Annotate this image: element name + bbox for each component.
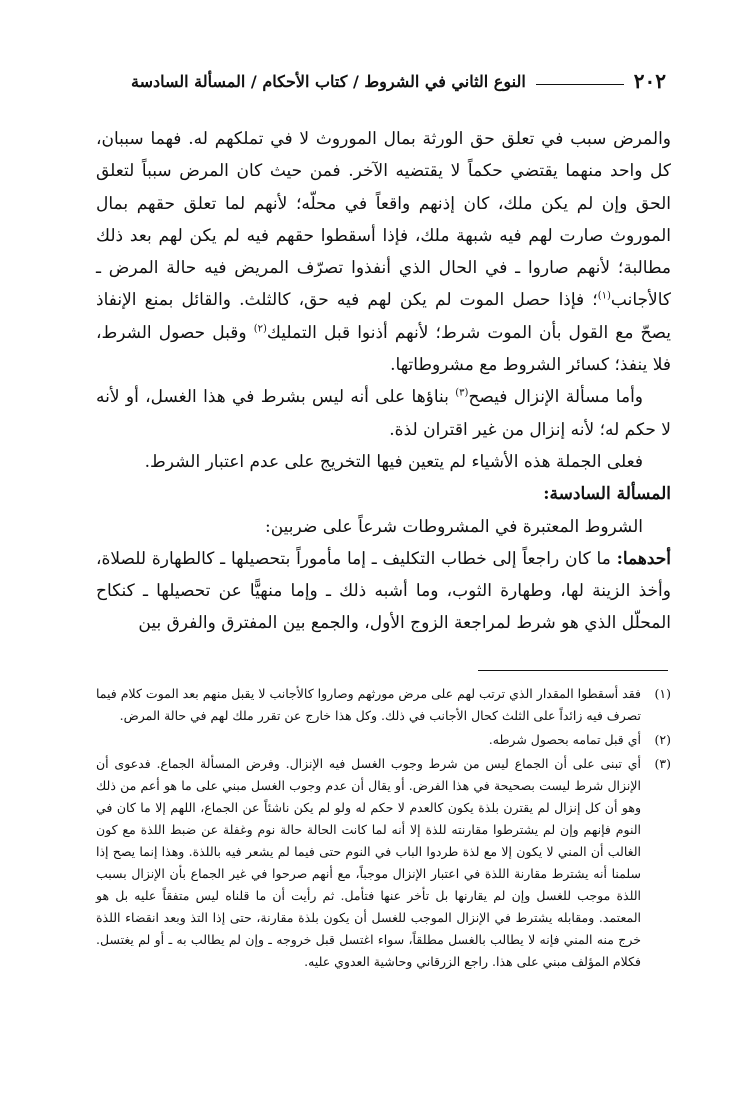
paragraph-2-part-a: وأما مسألة الإنزال فيصح [468,387,643,408]
footnote-number: (١) [654,686,671,701]
footnotes [96,683,671,975]
paragraph-1-part-c: وقبل حصول الشرط، فلا ينفذ؛ كسائر الشروط مع مشروطاتها. [96,322,671,376]
footnote-1 [96,683,671,727]
section-heading: المسألة السادسة: [543,484,671,505]
paragraph-5 [96,543,671,640]
footnote-text: أي تبنى على أن الجماع ليس من شرط وجوب الغسل فيه الإنزال. وفرض المسألة الجماع. فدعوى أن الإنزال شرط ليست بصحيحة في هذا الفرض. أو يقال أن عدم وجوب الغسل مبني على ما هو أعم من ذلك وهو أن كل إنزال لم يقترن بلذة يكون كالعدم لا حكم له ولو لم يكن ناشئاً عن الجماع، اللهم إلا ما كان في النوم فإنهم وإن لم يشترطوا مقارنته للذة إلا أنه لما كانت الحالة حالة نوم وغفلة عن ضبط اللذة مع كون الغالب أن المني لا يكون إلا مع لذة طردوا الباب في النوم حتى فيما لم يشعر فيه باللذة. وهذا إنما يصح إذا سلمنا أنه يشترط مقارنة اللذة في اعتبار الإنزال موجباً، مع أنهم صرحوا في غير الجماع بأن الإنزال بسبب اللذة موجب للغسل وإن لم يقارنها بل تأخر عنها فتأمل. ثم رأيت أن ما قلناه ليس متفقاً عليه بل هو المعتمد. ومقابله يشترط في الإنزال الموجب للغسل أن يكون بلذة مقارنة، حتى إذا التذ وبعد انقضاء اللذة خرج منه المني فإنه لا يطالب بالغسل مطلقاً، سواء اغتسل قبل خروجه ـ وإن لم يطالب به ـ أو لم يغتسل. فكلام المؤلف مبني على هذا. راجع الزرقاني وحاشية العدوي عليه. [96,756,641,969]
paragraph-4: الشروط المعتبرة في المشروطات شرعاً على ضربين: [264,516,643,537]
paragraph-3: فعلى الجملة هذه الأشياء لم يتعين فيها التخريج على عدم اعتبار الشرط. [144,451,643,472]
header-rule [536,84,624,85]
footnote-ref-2[interactable]: (٢) [253,323,267,335]
footnote-ref-1[interactable]: (١) [597,290,611,302]
paragraph-1-part-b: ؛ فإذا حصل الموت لم يكن لهم فيه حق، كالثلث. والقائل بمنع الإنفاذ يصحّ مع القول بأن الموت شرط؛ لأنهم أذنوا قبل التمليك [96,290,671,343]
footnote-3 [96,753,671,973]
footnote-ref-3[interactable]: (٣) [455,387,469,399]
paragraph-5-text: ما كان راجعاً إلى خطاب التكليف ـ إما مأموراً بتحصيلها ـ كالطهارة للصلاة، وأخذ الزينة لها، وطهارة الثوب، وما أشبه ذلك ـ وإما منهيًّا عن تحصيلها ـ كنكاح المحلّل الذي هو شرط لمراجعة الزوج الأول، والجمع بين المفترق والفرق بين [96,548,671,634]
running-title: النوع الثاني في الشروط / كتاب الأحكام / المسألة السادسة [131,71,526,91]
footnote-2 [96,729,671,751]
paragraph-5-lead: أحدهما: [616,548,671,569]
running-header [96,66,666,96]
footnote-number: (٣) [654,756,671,771]
footnote-number: (٢) [654,732,671,747]
footnote-text: فقد أسقطوا المقدار الذي ترتب لهم على مرض مورثهم وصاروا كالأجانب لا يقبل منهم بعد الموت كلام فيما تصرف فيه زائداً على الثلث كحال الأجانب في ذلك. وكل هذا خارج عن تقرر ملك لهم في حالة المرض. [96,686,641,723]
paragraph-2 [96,381,671,446]
paragraph-1-part-a: والمرض سبب في تعلق حق الورثة بمال الموروث لا في تملكهم له. فهما سببان، كل واحد منهما يقتضي حكماً لا يقتضيه الآخر. فمن حيث كان المرض سبباً لتعلق الحق وإن لم يكن ملك، كان إذنهم واقعاً في محلّه؛ لأنهم لما تعلق حقهم بمال الموروث صارت لهم فيه شبهة ملك، فإذا أسقطوا حقهم فيه لم يكن لهم بعد ذلك مطالبة؛ لأنهم صاروا ـ في الحال الذي أنفذوا تصرّف المريض فيه حالة المرض ـ كالأجانب [96,129,671,311]
footnote-text: أي قبل تمامه بحصول شرطه. [488,732,641,747]
paragraph-2-part-b: بناؤها على أنه ليس بشرط في هذا الغسل، أو لأنه لا حكم له؛ لأنه إنزال من غير اقتران لذة. [96,387,671,440]
footnote-separator [478,670,668,671]
page-number: ٢٠٢ [633,69,666,93]
paragraph-1 [96,123,671,381]
main-text [96,123,671,640]
